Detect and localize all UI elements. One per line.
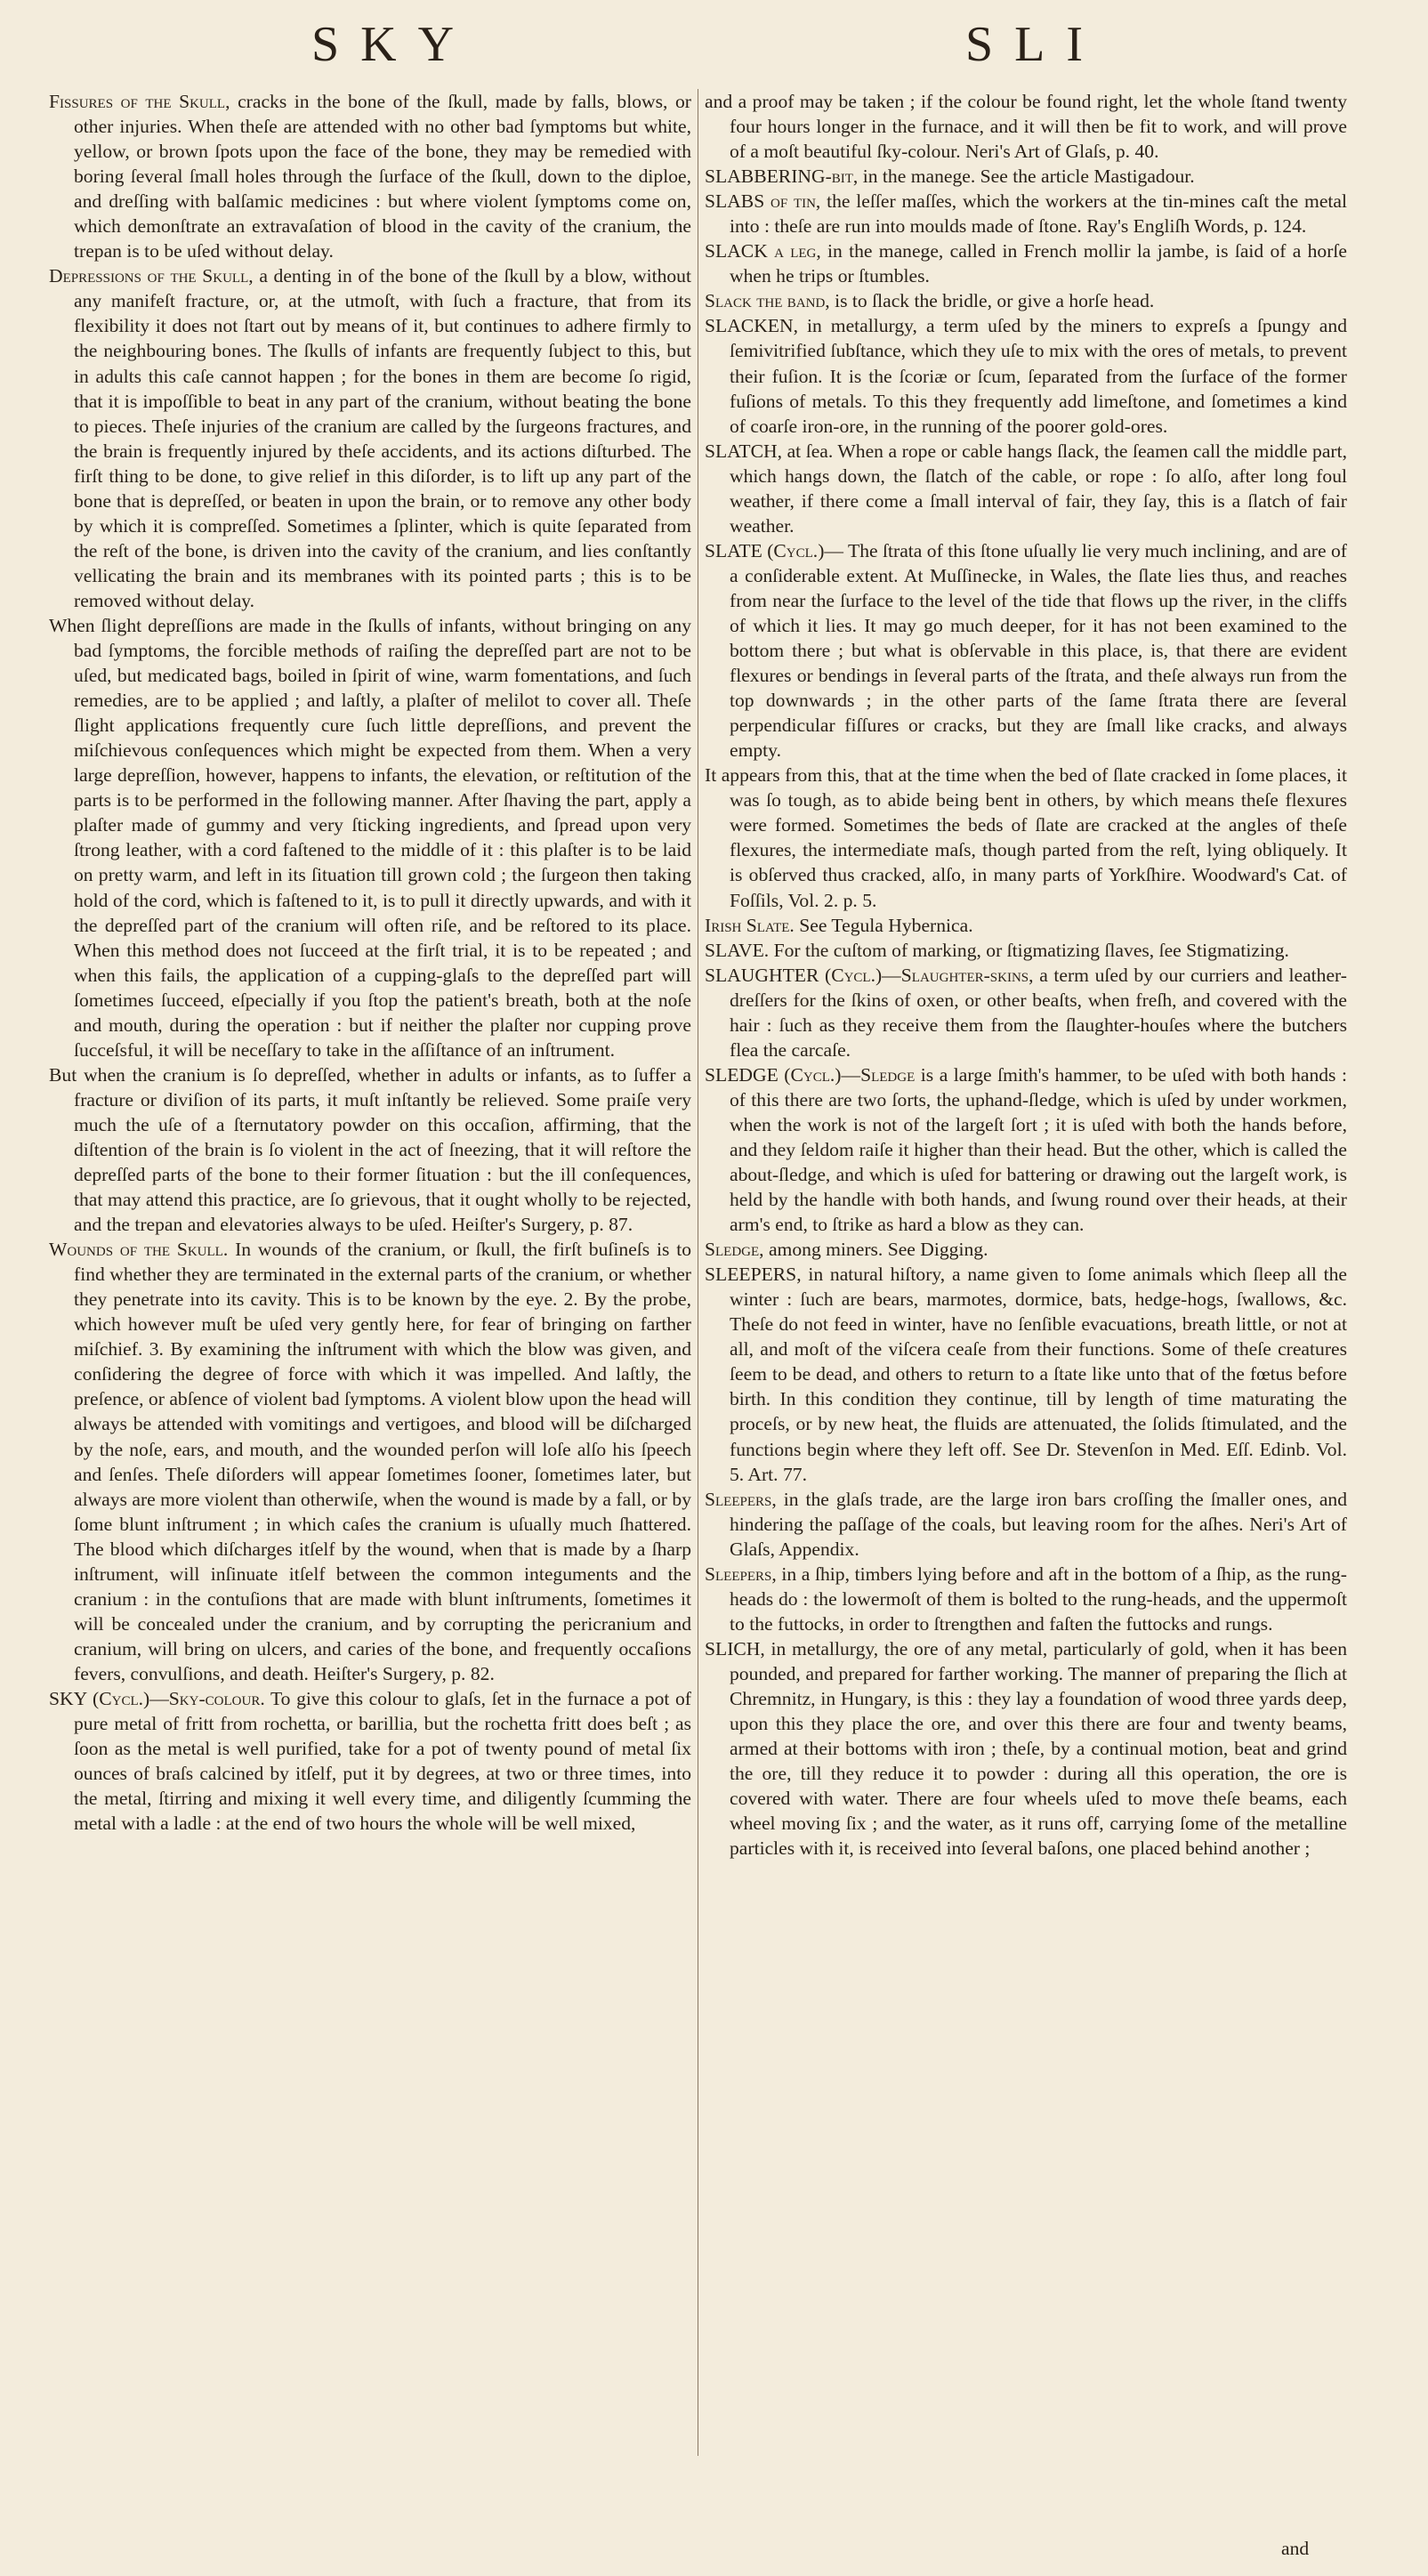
entry-text: The ſtrata of this ſtone uſually lie very much inclining, and are of a conſiderable extent. At Muſſinecke, in Wales, the ſlate lies thus, and reaches from near the ſurface to the level of the tide that flows up the river, in the cliffs of which it lies. It may go much deeper, for it has not been examined to the bottom there ; but what is obſervable in this place, is, that there are evident flexures or bendings in ſeveral parts of the ſtrata, and theſe always run from the top downwards ; in the other parts of the ſame ſtrata there are ſeveral perpendicular fiſſures or cracks, but they are ſmall like cracks, and always empty. — [730, 539, 1347, 762]
entry-headword: SLATE (Cycl.)— — [705, 539, 843, 561]
entry-headword: SLAUGHTER (Cycl.)—Slaughter-ſkins, — [705, 964, 1034, 986]
entry — [705, 1062, 1347, 1237]
entry-headword: Wounds of the Skull. — [49, 1239, 229, 1261]
entry-headword: SLABS of tin, — [705, 190, 821, 213]
entry-text: and a proof may be taken ; if the colour be found right, let the whole ſtand twenty four hours longer in the furnace, and it will then be fit to work, and will prove of a moſt beautiful ſky-colour. Neri's Art of Glaſs, p. 40. — [705, 91, 1347, 163]
entry — [705, 913, 1347, 938]
entry-text: the leſſer maſſes, which the workers at the tin-mines caſt the metal into : theſe are run into moulds made of ſtone. Ray's Engliſh Words, p. 124. — [730, 190, 1347, 238]
entry — [705, 288, 1347, 313]
entry-text: among miners. See Digging. — [768, 1239, 988, 1261]
entry-headword: SLATCH, — [705, 440, 782, 462]
entry-headword: SLABBERING-bit, — [705, 166, 859, 188]
entry — [705, 538, 1347, 763]
entry — [49, 1237, 691, 1686]
entry — [49, 89, 691, 263]
entry-text: But when the cranium is ſo depreſſed, whether in adults or infants, as to ſuffer a fracture or diviſion of its parts, it muſt inſtantly be relieved. Some praiſe very much the uſe of a ſternutatory powder on this occaſion, affirming, that the diſtention of the brain is ſo violent in the act of ſneezing, that it will reſtore the depreſſed parts of the bone to their former ſituation : but the ill conſequences, that may attend this practice, are ſo grievous, that it ought wholly to be rejected, and the trepan and elevatories always to be uſed. Heiſter's Surgery, p. 87. — [49, 1063, 691, 1236]
entry — [705, 238, 1347, 288]
entry-text: in the manege, called in French mollir la jambe, is ſaid of a horſe when he trips or ſtumbles. — [730, 240, 1347, 287]
entry — [705, 1562, 1347, 1636]
running-head-right: SLI — [965, 17, 1104, 72]
entry — [705, 313, 1347, 438]
entry-headword: Sledge, — [705, 1239, 764, 1261]
entry — [705, 164, 1347, 189]
entry-headword: Iriſh Slate. — [705, 914, 795, 936]
entry-headword: Slack the band, — [705, 290, 830, 312]
entry-text: For the cuſtom of marking, or ſtigmatizing ſlaves, ſee Stigmatizing. — [773, 939, 1289, 961]
entry — [705, 1636, 1347, 1861]
entry — [705, 1487, 1347, 1562]
entry — [705, 189, 1347, 238]
entry-text: See Tegula Hybernica. — [799, 914, 973, 936]
entry-text: When ſlight depreſſions are made in the ſkulls of infants, without bringing on any bad ſymptoms, the forcible methods of raiſing the depreſſed part are not to be uſed, but medicated bags, boiled in ſpirit of wine, warm fomentations, and ſuch remedies, are to be applied ; and laſtly, a plaſter of melilot to cover all. Theſe ſlight applications frequently cure ſuch little depreſſions, and prevent the miſchievous conſequences which might be expected from them. When a very large depreſſion, however, happens to infants, the elevation, or reſtitution of the parts is to be performed in the following manner. After ſhaving the part, apply a plaſter made of gummy and very ſticking ingredients, and ſpread upon very ſtrong leather, with a cord faſtened to the middle of it : this plaſter is to be laid on pretty warm, and left in its ſituation till grown cold ; the ſurgeon then taking hold of the cord, which is faſtened to it, is to pull it directly upwards, and with it the depreſſed part of the cranium will often riſe, and be reſtored to its place. When this method does not ſucceed at the firſt trial, it is to be repeated ; and when this fails, the application of a cupping-glaſs to the depreſſed part will ſometimes ſucceed, eſpecially if you ſtop the patient's breath, both at the noſe and mouth, during the operation : but if neither the plaſter nor cupping prove ſucceſsful, it will be neceſſary to take in the aſſiſtance of an inſtrument. — [49, 614, 691, 1061]
entry-text: cracks in the bone of the ſkull, made by falls, blows, or other injuries. When theſe are attended with no other bad ſymptoms but white, yellow, or brown ſpots upon the face of the bone, they may be remedied with boring ſeveral ſmall holes through the ſurface of the ſkull, down to the diploe, and dreſſing with balſamic medicines : but where violent ſymptoms come on, which demonſtrate an extravaſation of blood in the cavity of the cranium, the trepan is to be uſed without delay. — [74, 91, 691, 262]
entry — [705, 439, 1347, 538]
entry-headword: Sleepers, — [705, 1488, 777, 1510]
left-column — [49, 89, 691, 2563]
entry — [49, 613, 691, 1062]
entry — [49, 1062, 691, 1237]
entry-text: in a ſhip, timbers lying before and aft in the bottom of a ſhip, as the rung-heads do : the lowermoſt of them is bolted to the rung-heads, and the uppermoſt to the futtocks, in order to ſtrengthen and faſten the futtocks and rungs. — [730, 1563, 1347, 1635]
entry-text: It appears from this, that at the time when the bed of ſlate cracked in ſome places, it was ſo tough, as to abide being bent in others, by which means theſe flexures were formed. Sometimes the beds of ſlate are cracked at the angles of theſe flexures, the intermediate maſs, though parted from the reſt, lying obliquely. It is obſerved thus cracked, alſo, in many parts of Yorkſhire. Woodward's Cat. of Foſſils, Vol. 2. p. 5. — [705, 764, 1347, 911]
entry — [49, 1686, 691, 1836]
entry-headword: SLEEPERS, — [705, 1264, 802, 1286]
entry-headword: Sleepers, — [705, 1563, 777, 1585]
entry-headword: Fiſſures of the Skull, — [49, 91, 230, 112]
entry-text: in the manege. See the article Mastigadour. — [862, 166, 1195, 188]
entry-headword: SLAVE. — [705, 939, 770, 961]
catchword: and — [1281, 2538, 1310, 2559]
entry-text: in metallurgy, the ore of any metal, particularly of gold, when it has been pounded, and prepared for farther working. The manner of preparing the ſlich at Chremnitz, in Hungary, is this : they lay a foundation of wood three yards deep, upon this they place the ore, and over this there are four and twenty beams, armed at their bottoms with iron ; theſe, by a continual motion, beat and grind the ore, till they reduce it to powder : during all this operation, the ore is covered with water. There are four wheels uſed to move theſe beams, each wheel moving ſix ; and the water, as it runs off, carrying ſome of the metalline particles with it, is received into ſeveral baſons, one placed behind another ; — [730, 1637, 1347, 1860]
entry-text: To give this colour to glaſs, ſet in the furnace a pot of pure metal of fritt from rochetta, or barillia, but the rochetta fritt does beſt ; as ſoon as the metal is well purified, take for a pot of twenty pound of metal ſix ounces of braſs calcined by itſelf, put it by degrees, at two or three times, into the metal, ſtirring and mixing it well every time, and diligently ſcumming the metal with a ladle : at the end of two hours the whole will be well mixed, — [74, 1688, 691, 1835]
entry-text: a denting in of the bone of the ſkull by a blow, without any manifeſt fracture, or, at the utmoſt, with ſuch a fracture, that from its flexibility it does not ſtart out by means of it, but continues to adhere firmly to the neighbouring bones. The ſkulls of infants are frequently ſubject to this, but in adults this caſe cannot happen ; for the bones in them are become ſo rigid, that it is impoſſible to beat in any part of the cranium, without beating the bone to pieces. Theſe injuries of the cranium are called by the ſurgeons fractures, and the brain is frequently injured by theſe accidents, and its actions diſturbed. The firſt thing to be done, to give relief in this diſorder, is to lift up any part of the bone that is depreſſed, or beaten in upon the brain, or to remove any other body by which it is compreſſed. Sometimes a ſplinter, which is quite ſeparated from the reſt of the bone, is driven into the cavity of the cranium, and lies conſtantly vellicating the brain and its membranes with its pointed parts ; this is to be removed without delay. — [74, 265, 691, 611]
entry-text: at ſea. When a rope or cable hangs ſlack, the ſeamen call the middle part, which hangs down, the ſlatch of the cable, or rope : ſo alſo, after long foul weather, if there come a ſmall interval of fair, they ſay, this is a ſlatch of fair weather. — [730, 440, 1347, 537]
entry-headword: Depreſſions of the Skull, — [49, 265, 254, 287]
entry-headword: SKY (Cycl.)—Sky-colour. — [49, 1688, 265, 1709]
entry-text: is to ſlack the bridle, or give a horſe head. — [835, 290, 1155, 312]
entry-text: a term uſed by our curriers and leather-dreſſers for the ſkins of oxen, or other beaſts, when freſh, and covered with the hair : ſuch as they receive them from the ſlaughter-houſes where the butchers flea the carcaſe. — [730, 964, 1347, 1061]
entry-headword: SLEDGE (Cycl.)—Sledge — [705, 1063, 916, 1086]
right-column — [705, 89, 1347, 2563]
entry — [705, 763, 1347, 912]
entry — [49, 263, 691, 613]
entry-headword: SLICH, — [705, 1637, 765, 1659]
entry-text: in the glaſs trade, are the large iron bars croſſing the ſmaller ones, and hindering the paſſage of the coals, but leaving room for the aſhes. Neri's Art of Glaſs, Appendix. — [730, 1488, 1347, 1560]
entry — [705, 1237, 1347, 1262]
entry-text: in natural hiſtory, a name given to ſome animals which ſleep all the winter : ſuch are bears, marmotes, dormice, bats, hedge-hogs, ſwallows, &c. Theſe do not feed in winter, have no ſenſible evacuations, breath little, or not at all, and moſt of the viſcera ceaſe from their functions. Some of theſe creatures ſeem to be dead, and others to return to a ſtate like unto that of the fœtus before birth. In this condition they continue, till by length of time maturating the proceſs, or by new heat, the fluids are attenuated, the ſolids ſtimulated, and the functions begin where they left off. See Dr. Stevenſon in Med. Eſſ. Edinb. Vol. 5. Art. 77. — [730, 1264, 1347, 1485]
entry-text: is a large ſmith's hammer, to be uſed with both hands : of this there are two ſorts, the uphand-ſledge, which is uſed by under workmen, when the work is not of the largeſt ſort ; it is uſed with both the hands before, and they ſeldom raiſe it higher than their head. But the other, which is called the about-ſledge, and which is uſed for battering or drawing out the largeſt work, is held by the handle with both hands, and ſwung round over their heads, at their arm's end, to ſtrike as hard a blow as they can. — [730, 1063, 1347, 1236]
running-head-left: SKY — [311, 17, 476, 72]
entry-headword: SLACK a leg, — [705, 240, 821, 262]
entry-headword: SLACKEN, — [705, 315, 798, 337]
entry — [705, 963, 1347, 1062]
entry — [705, 89, 1347, 164]
entry-text: in metallurgy, a term uſed by the miners to expreſs a ſpungy and ſemivitrified ſubſtance, which they uſe to mix with the ores of metals, to prevent their fuſion. It is the ſcoriæ or ſcum, ſeparated from the ſurface of the former fuſions of metals. To this they frequently add limeſtone, and ſometimes a kind of coarſe iron-ore, in the running of the poorer gold-ores. — [730, 315, 1347, 437]
entry — [705, 1262, 1347, 1486]
entry-text: In wounds of the cranium, or ſkull, the firſt buſineſs is to find whether they are terminated in the external parts of the cranium, or whether they penetrate into its cavity. This is to be known by the eye. 2. By the probe, which however muſt be uſed very gently here, for fear of bringing on farther miſchief. 3. By examining the inſtrument with which the blow was given, and conſidering the degree of force with which it was impelled. And laſtly, the preſence, or abſence of violent bad ſymptoms. A violent blow upon the head will always be attended with vomitings and vertigoes, and blood will be diſcharged by the noſe, ears, and mouth, and the wounded perſon will loſe alſo his ſpeech and ſenſes. Theſe diſorders will appear ſometimes ſooner, ſometimes later, but always are more violent than otherwiſe, when the wound is made by a fall, or by ſome blunt inſtrument ; in which caſes the cranium is uſually much ſhattered. The blood which diſcharges itſelf by the wound, when that is made by a ſharp inſtrument, will inſinuate itſelf between the common integuments and the cranium : in the contuſions that are made with blunt inſtruments, ſometimes it will be concealed under the cranium, and by corrupting the pericranium and cranium, will bring on ulcers, and caries of the bone, and frequently occaſions fevers, convulſions, and death. Heiſter's Surgery, p. 82. — [74, 1239, 691, 1684]
entry — [705, 938, 1347, 963]
